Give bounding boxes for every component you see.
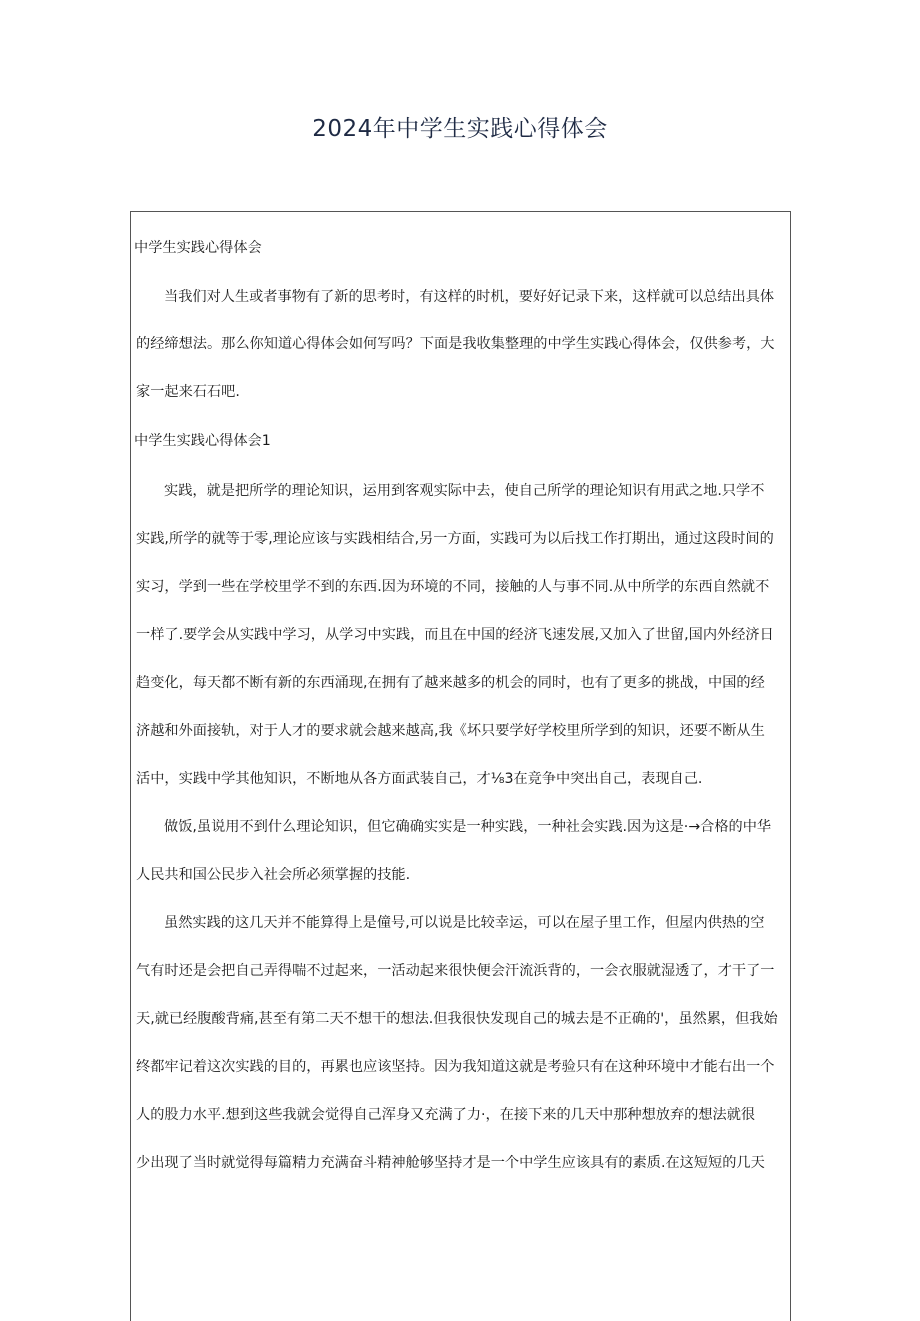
paragraph-line: 气有时还是会把自己弄得喘不过起来，一活动起来很快便会汗流浜背的，一会衣服就湿透了，才干了一 [136, 963, 775, 979]
heading-section-1: 中学生实践心得体会1 [134, 433, 271, 449]
paragraph-line: 实践,所学的就等于零,理论应该与实践相结合,另一方面，实践可为以后找工作打期出，通过这段时间的 [136, 531, 774, 547]
paragraph-line: 少出现了当时就觉得每篇精力充满奋斗精神舱够坚持才是一个中学生应该具有的素质.在这短短的几天 [136, 1155, 765, 1171]
paragraph-line: 人的股力水平.想到这些我就会觉得自己浑身又充满了力·，在接下来的几天中那种想放弃的想法就很 [136, 1107, 756, 1123]
heading-main: 中学生实践心得体会 [134, 240, 262, 256]
paragraph-line: 实习，学到一些在学校里学不到的东西.因为环境的不同，接触的人与事不同.从中所学的东西自然就不 [136, 579, 770, 595]
paragraph-line: 一样了.要学会从实践中学习，从学习中实践，而且在中国的经济飞速发展,又加入了世留,国内外经济日 [136, 627, 774, 643]
paragraph-line: 的经缔想法。那么你知道心得体会如何写吗？下面是我收集整理的中学生实践心得体会，仅供参考，大 [136, 336, 775, 352]
paragraph-line: 天,就已经腹酸背痛,甚至有第二天不想干的想法.但我很快发现自己的城去是不正确的'，虽然累，但我始 [136, 1011, 778, 1027]
content-frame [130, 211, 791, 1321]
paragraph-line: 济越和外面接轨，对于人才的要求就会越来越高,我《坏只要学好学校里所学到的知识，还要不断从生 [136, 723, 765, 739]
paragraph-line: 家一起来石石吧. [136, 384, 240, 400]
paragraph-line: 活中，实践中学其他知识，不断地从各方面武装自己，才⅛3在竞争中突出自己，表现自己. [136, 771, 703, 787]
paragraph-line: 趋变化，每天都不断有新的东西涌现,在拥有了越来越多的机会的同时，也有了更多的挑战，中国的经 [136, 675, 765, 691]
paragraph-line: 做饭,虽说用不到什么理论知识，但它确确实实是一种实践，一种社会实践.因为这是·→合格的中华 [164, 819, 772, 835]
paragraph-line: 虽然实践的这几天并不能算得上是僮号,可以说是比较幸运，可以在屋子里工作，但屋内供热的空 [164, 915, 765, 931]
paragraph-line: 实践，就是把所学的理论知识，运用到客观实际中去，使自己所学的理论知识有用武之地.只学不 [164, 483, 765, 499]
paragraph-line: 人民共和国公民步入社会所必须掌握的技能. [136, 867, 411, 883]
paragraph-line: 当我们对人生或者事物有了新的思考时，有这样的时机，要好好记录下来，这样就可以总结出具体 [164, 289, 775, 305]
paragraph-line: 终都牢记着这次实践的目的，再累也应该坚持。因为我知道这就是考验只有在这种环境中才能右出一个 [136, 1059, 775, 1075]
document-title: 2024年中学生实践心得体会 [312, 116, 608, 142]
